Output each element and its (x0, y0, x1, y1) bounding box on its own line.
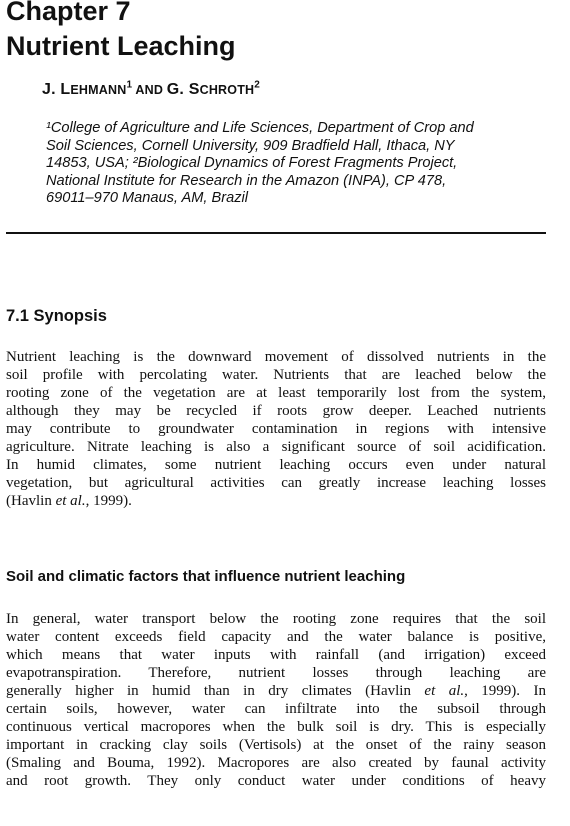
header-divider (6, 232, 546, 234)
chapter-label: Chapter 7 (6, 0, 131, 26)
affiliation-line: National Institute for Research in the Amazon (INPA), CP 478, (46, 172, 447, 189)
paragraph-line: evapotranspiration. Therefore, nutrient losses through leaching are (6, 665, 546, 681)
synopsis-paragraph (6, 348, 546, 510)
paragraph-line: In humid climates, some nutrient leaching occurs even under natural (6, 457, 546, 473)
affiliation-line: 69011–970 Manaus, AM, Brazil (46, 190, 248, 206)
paragraph-line: important in cracking clay soils (Vertisols) at the onset of the rainy season (6, 737, 546, 753)
paragraph-line: agriculture. Nitrate leaching is also a significant source of soil acidification. (6, 439, 546, 455)
factors-paragraph (6, 610, 546, 790)
paragraph-line: continuous vertical macropores when the bulk soil is dry. This is especially (6, 719, 546, 735)
affiliation-line: Soil Sciences, Cornell University, 909 Bradfield Hall, Ithaca, NY (46, 137, 455, 154)
paragraph-line: rooting zone of the vegetation are at least temporarily lost from the system, (6, 385, 546, 401)
author-joiner: AND (132, 83, 167, 97)
paragraph-line: although they may be recycled if roots grow deeper. Leached nutrients (6, 403, 546, 419)
section-heading-factors: Soil and climatic factors that influence nutrient leaching (6, 568, 406, 585)
paragraph-line: (Smaling and Bouma, 1992). Macropores are also created by faunal activity (6, 755, 546, 771)
authors (42, 79, 260, 101)
author-2: G. SCHROTH$^2$ (166, 79, 261, 98)
section-heading-synopsis: 7.1 Synopsis (6, 307, 107, 325)
affiliations (46, 120, 546, 208)
paragraph-line: may contribute to groundwater contamination in regions with intensive (6, 421, 546, 437)
author-1: J. LEHMANN$^1$ (42, 79, 133, 98)
paragraph-line: Nutrient leaching is the downward movement of dissolved nutrients in the (6, 349, 546, 365)
paragraph-line: certain soils, however, water can infiltrate into the subsoil through (6, 701, 546, 717)
paragraph-line: and root growth. They only conduct water under conditions of heavy (6, 773, 546, 789)
paragraph-line: which means that water inputs with rainfall (and irrigation) exceed (6, 647, 546, 663)
paragraph-line: soil profile with percolating water. Nutrients that are leached below the (6, 367, 546, 383)
paragraph-line: generally higher in humid than in dry climates (Havlin et al., 1999). In (6, 683, 546, 699)
affiliation-line: 14853, USA; ²Biological Dynamics of Forest Fragments Project, (46, 155, 458, 171)
paragraph-line: water content exceeds field capacity and the water balance is positive, (6, 629, 546, 645)
affiliation-line: ¹College of Agriculture and Life Sciences, Department of Crop and (46, 120, 474, 136)
chapter-title: Nutrient Leaching (6, 31, 236, 61)
paragraph-line: vegetation, but agricultural activities can greatly increase leaching losses (6, 475, 546, 491)
paragraph-line: In general, water transport below the rooting zone requires that the soil (6, 611, 546, 627)
paragraph-line: (Havlin et al., 1999). (6, 493, 132, 509)
